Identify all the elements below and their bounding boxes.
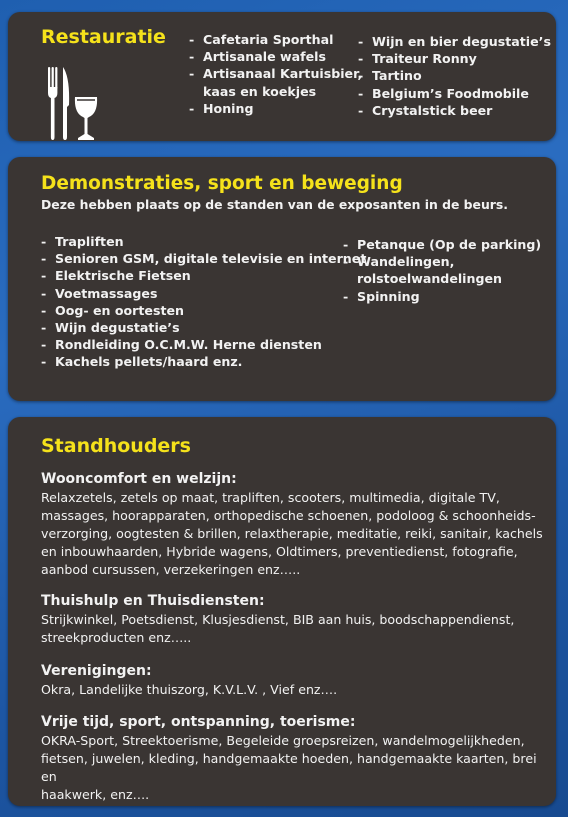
section-vrije-tijd bbox=[41, 713, 551, 804]
list-item: - Honing bbox=[189, 100, 362, 117]
section-line: aanbod cursussen, verzekeringen enz….. bbox=[41, 562, 301, 577]
section-line: Okra, Landelijke thuiszorg, K.V.L.V. , Vief enz…. bbox=[41, 682, 338, 697]
list-item: - Rondleiding O.C.M.W. Herne diensten bbox=[41, 336, 366, 353]
list-item: - Wijn degustatie’s bbox=[41, 319, 366, 336]
list-item: - Artisanale wafels bbox=[189, 48, 362, 65]
list-item: - Voetmassages bbox=[41, 285, 366, 302]
section-line: fietsen, juwelen, kleding, handgemaakte hoeden, handgemaakte kaarten, brei en bbox=[41, 751, 537, 784]
demonstraties-panel bbox=[8, 157, 556, 401]
list-item: rolstoelwandelingen bbox=[357, 271, 502, 287]
demonstraties-title: Demonstraties, sport en beweging bbox=[41, 173, 403, 194]
list-item: - Kachels pellets/haard enz. bbox=[41, 353, 366, 370]
section-line: en inbouwhaarden, Hybride wagens, Oldtimers, preventiedienst, fotografie, bbox=[41, 544, 518, 559]
list-item: - Trapliften bbox=[41, 233, 366, 250]
restauratie-panel bbox=[8, 12, 556, 141]
list-item: - Senioren GSM, digitale televisie en internet bbox=[41, 250, 366, 267]
list-item: - Wijn en bier degustatie’s bbox=[358, 33, 551, 50]
list-item: - Belgium’s Foodmobile bbox=[358, 85, 551, 102]
list-item: - Spinning bbox=[343, 288, 541, 305]
restauratie-list-left bbox=[189, 31, 362, 117]
list-item: - Oog- en oortesten bbox=[41, 302, 366, 319]
section-heading: Wooncomfort en welzijn: bbox=[41, 471, 237, 487]
list-item: - Wandelingen, bbox=[343, 253, 541, 270]
list-item: kaas en koekjes bbox=[203, 83, 317, 99]
section-heading: Thuishulp en Thuisdiensten: bbox=[41, 593, 265, 609]
demonstraties-list-left bbox=[41, 233, 366, 371]
section-line: Strijkwinkel, Poetsdienst, Klusjesdienst, BIB aan huis, boodschappendienst, bbox=[41, 612, 515, 627]
section-line: Relaxzetels, zetels op maat, trapliften, scooters, multimedia, digitale TV, bbox=[41, 490, 500, 505]
list-item: - Cafetaria Sporthal bbox=[189, 31, 362, 48]
section-line: streekproducten enz….. bbox=[41, 630, 192, 645]
section-wooncomfort bbox=[41, 470, 551, 579]
list-item: - Petanque (Op de parking) bbox=[343, 236, 541, 253]
list-item: - Traiteur Ronny bbox=[358, 50, 551, 67]
section-line: verzorging, oogtesten & brillen, relaxtherapie, meditatie, reiki, sanitair, kachels bbox=[41, 526, 543, 541]
section-thuishulp bbox=[41, 592, 551, 647]
section-heading: Vrije tijd, sport, ontspanning, toerisme: bbox=[41, 714, 356, 730]
list-item: - Crystalstick beer bbox=[358, 102, 551, 119]
standhouders-panel bbox=[8, 417, 556, 806]
standhouders-title: Standhouders bbox=[41, 435, 191, 457]
demonstraties-subtitle: Deze hebben plaats op de standen van de exposanten in de beurs. bbox=[41, 197, 508, 212]
restauratie-title: Restauratie bbox=[41, 26, 166, 48]
demonstraties-list-right bbox=[343, 236, 541, 305]
section-line: massages, hoorapparaten, orthopedische schoenen, podoloog & schoonheids- bbox=[41, 508, 536, 523]
section-line: haakwerk, enz…. bbox=[41, 787, 150, 802]
section-line: OKRA-Sport, Streektoerisme, Begeleide groepsreizen, wandelmogelijkheden, bbox=[41, 733, 525, 748]
restauratie-list-right bbox=[358, 33, 551, 119]
cutlery-wine-icon bbox=[48, 67, 100, 141]
list-item: - Tartino bbox=[358, 67, 551, 84]
list-item: - Artisanaal Kartuisbier, bbox=[189, 65, 362, 82]
section-heading: Verenigingen: bbox=[41, 663, 152, 679]
section-verenigingen bbox=[41, 662, 551, 699]
list-item: - Elektrische Fietsen bbox=[41, 267, 366, 284]
